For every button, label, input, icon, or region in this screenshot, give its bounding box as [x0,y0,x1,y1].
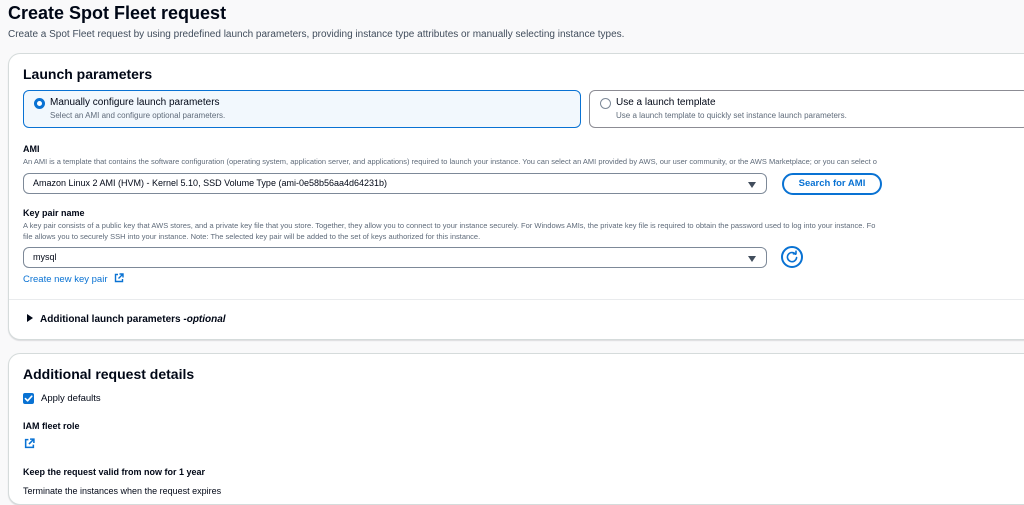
ami-select[interactable] [23,173,767,194]
external-link-icon [114,273,124,283]
expand-triangle-icon [27,314,33,322]
launch-template-description: Use a launch template to quickly set instance launch parameters. [616,111,847,120]
request-details-heading: Additional request details [23,366,195,382]
ami-label: AMI [23,144,40,154]
additional-launch-parameters-label: Additional launch parameters [40,314,181,325]
additional-launch-parameters-toggle[interactable] [27,314,226,325]
request-details-panel [8,353,1024,505]
checkbox-checked-icon[interactable] [23,393,34,404]
launch-parameters-heading: Launch parameters [23,66,153,82]
key-pair-label: Key pair name [23,208,85,218]
validity-label: Keep the request valid from now for 1 year [23,467,206,477]
manual-config-title: Manually configure launch parameters [50,97,220,108]
caret-down-icon [748,256,756,262]
key-pair-hint-line2: file allows you to securely SSH into your instance. Note: The selected key pair will be added to the set of keys authorized for this instance. [23,232,481,241]
launch-template-title: Use a launch template [616,97,716,108]
key-pair-select-value: mysql [33,252,57,262]
launch-template-option[interactable] [589,90,1024,128]
manual-config-option[interactable] [23,90,581,128]
page-title: Create Spot Fleet request [8,3,227,23]
checkmark-icon [23,393,34,404]
apply-defaults-label[interactable]: Apply defaults [41,393,101,404]
optional-tag: -optional [183,314,226,325]
create-key-pair-label: Create new key pair [23,274,108,285]
page-description: Create a Spot Fleet request by using predefined launch parameters, providing instance type attributes or manually selecting instance types. [8,29,625,40]
radio-unselected-icon[interactable] [600,98,611,109]
external-link-icon[interactable] [24,438,35,449]
ami-select-value: Amazon Linux 2 AMI (HVM) - Kernel 5.10, SSD Volume Type (ami-0e58b56aa4d64231b) [33,178,388,188]
manual-config-description: Select an AMI and configure optional parameters. [50,111,226,120]
caret-down-icon [748,182,756,188]
create-key-pair-link[interactable] [23,273,124,285]
launch-parameters-panel [8,53,1024,340]
iam-fleet-role-label: IAM fleet role [23,421,80,431]
radio-selected-icon[interactable] [34,98,45,109]
key-pair-hint-line1: A key pair consists of a public key that AWS stores, and a private key file that you store. Together, they allow you to connect to your instance securely. For Windows AMIs, the private key file is required to obtain the password used to log into your instance. Fo [23,221,876,230]
refresh-icon [783,248,801,266]
ami-hint: An AMI is a template that contains the software configuration (operating system, application server, and applications) required to launch your instance. You can select an AMI provided by AWS, our user community, or the AWS Marketplace; or you can select o [23,157,877,166]
key-pair-select[interactable] [23,247,767,268]
refresh-key-pairs-button[interactable] [781,246,803,268]
search-ami-button[interactable]: Search for AMI [782,173,882,195]
terminate-instances-text: Terminate the instances when the request expires [23,486,222,496]
section-divider [9,299,1024,300]
